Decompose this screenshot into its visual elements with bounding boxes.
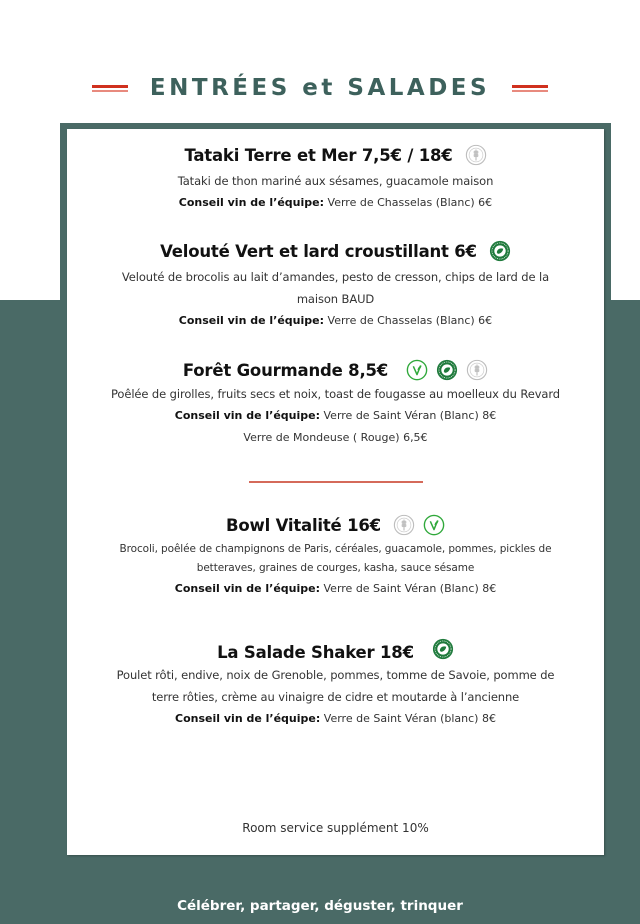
wine-suggestion <box>67 405 604 427</box>
dish-title: Tataki Terre et Mer 7,5€ / 18€ <box>184 145 453 165</box>
dish-description: Tataki de thon mariné aux sésames, guacamole maison <box>177 174 494 188</box>
page-title: ENTRÉES et SALADES <box>149 75 491 101</box>
wine-value: Verre de Chasselas (Blanc) 6€ <box>327 196 493 209</box>
wine-suggestion <box>67 310 604 332</box>
local-product-icon <box>489 240 511 262</box>
vegetarian-icon <box>406 359 428 381</box>
wine-value: Verre de Saint Véran (Blanc) 8€ <box>323 582 497 595</box>
menu-item <box>67 144 604 214</box>
menu-item <box>67 643 604 730</box>
room-service-note: Room service supplément 10% <box>242 821 429 835</box>
dish-title-row <box>67 144 604 166</box>
local-product-icon <box>436 359 458 381</box>
wine-suggestion <box>67 708 604 730</box>
dish-description: Velouté de brocolis au lait d’amandes, pesto de cresson, chips de lard de la <box>121 270 550 284</box>
wine-value: Verre de Saint Véran (Blanc) 8€ <box>323 409 497 422</box>
gluten-free-icon <box>465 144 487 166</box>
decorative-line-right <box>512 85 548 91</box>
page-header <box>0 70 640 106</box>
dish-icons <box>393 514 445 536</box>
vegetarian-icon <box>423 514 445 536</box>
dish-title-row <box>67 643 604 662</box>
dish-description: Brocoli, poêlée de champignons de Paris, céréales, guacamole, pommes, pickles de <box>119 543 552 555</box>
wine-label: Conseil vin de l’équipe: <box>175 712 321 725</box>
gluten-free-icon <box>393 514 415 536</box>
dish-description-line2: maison BAUD <box>296 292 375 306</box>
gluten-free-icon <box>466 359 488 381</box>
dish-title-row <box>67 359 604 381</box>
menu-item <box>67 359 604 449</box>
dish-title: Forêt Gourmande 8,5€ <box>182 360 389 380</box>
dish-icons <box>465 144 487 166</box>
footer-tagline: Célébrer, partager, déguster, trinquer <box>177 898 463 914</box>
dish-title: Bowl Vitalité 16€ <box>226 515 381 535</box>
wine-value: Verre de Saint Véran (blanc) 8€ <box>323 712 496 725</box>
dish-title: Velouté Vert et lard croustillant 6€ <box>160 241 477 261</box>
menu-item <box>67 240 604 332</box>
dish-title: La Salade Shaker 18€ <box>217 643 414 662</box>
menu-card-content <box>67 129 604 855</box>
wine-label: Conseil vin de l’équipe: <box>178 314 325 327</box>
dish-icons <box>489 240 511 262</box>
dish-description: Poêlée de girolles, fruits secs et noix, toast de fougasse au moelleux du Revard <box>111 387 560 401</box>
dish-icons <box>406 359 488 381</box>
dish-description: Poulet rôti, endive, noix de Grenoble, pommes, tomme de Savoie, pomme de <box>116 668 555 682</box>
menu-item <box>67 514 604 599</box>
wine-label: Conseil vin de l’équipe: <box>178 196 325 209</box>
wine-suggestion <box>67 192 604 214</box>
menu-card <box>60 123 611 860</box>
local-product-icon <box>432 638 454 660</box>
dish-icons <box>432 638 454 660</box>
dish-description-line2: terre rôties, crème au vinaigre de cidre et moutarde à l’ancienne <box>151 690 520 704</box>
wine-suggestion <box>67 578 604 599</box>
section-divider <box>249 481 423 483</box>
wine-label: Conseil vin de l’équipe: <box>174 409 320 422</box>
dish-title-row <box>67 240 604 262</box>
dish-title-row <box>67 514 604 536</box>
wine-suggestion-extra: Verre de Mondeuse ( Rouge) 6,5€ <box>243 431 428 444</box>
decorative-line-left <box>92 85 128 91</box>
wine-value: Verre de Chasselas (Blanc) 6€ <box>327 314 493 327</box>
dish-description-line2: betteraves, graines de courges, kasha, sauce sésame <box>196 562 475 574</box>
wine-label: Conseil vin de l’équipe: <box>174 582 320 595</box>
